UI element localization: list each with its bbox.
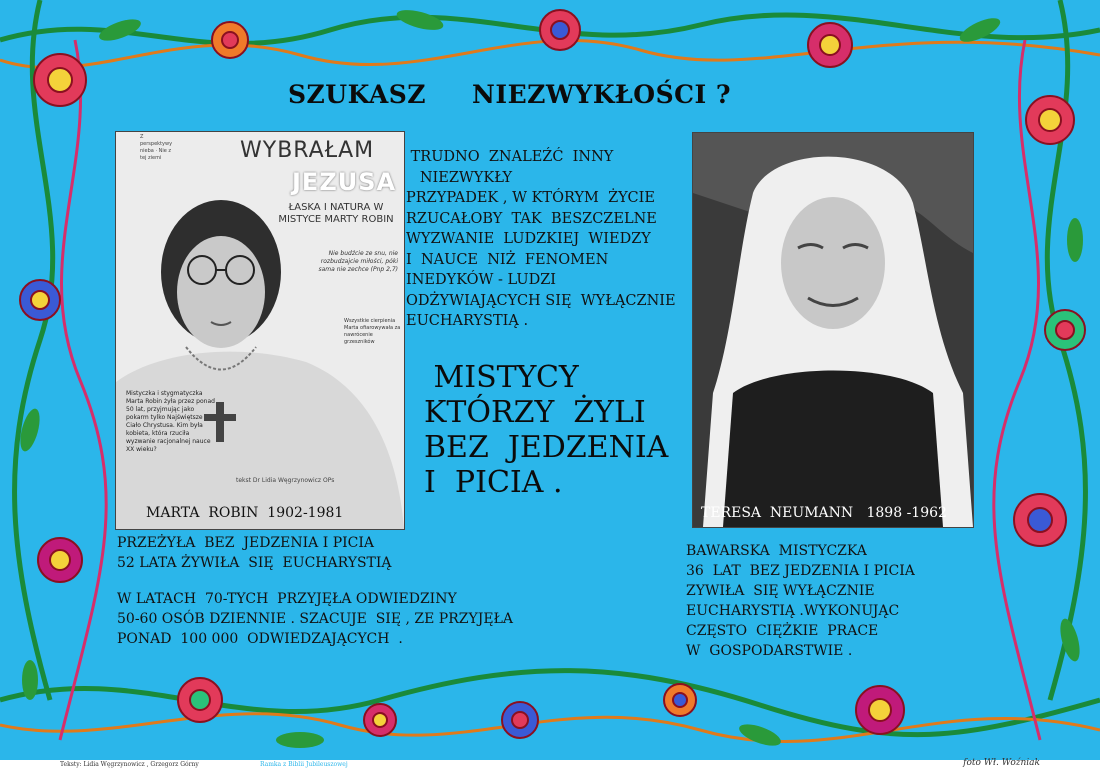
intro-line: WYZWANIE LUDZKIEJ WIEDZY: [406, 231, 651, 247]
book-tag: Z perspektywy nieba · Nie z tej ziemi: [140, 134, 173, 161]
description-line: 50-60 OSÓB DZIENNIE . SZACUJE SIĘ , ZE PRZYJĘŁA: [117, 611, 514, 627]
description-line: W LATACH 70-TYCH PRZYJĘŁA ODWIEDZINY: [117, 591, 457, 607]
book-title-line1: WYBRAŁAM: [240, 138, 375, 163]
description-line: BAWARSKA MISTYCZKA: [686, 543, 867, 559]
book-author: tekst Dr Lidia Węgrzynowicz OPs: [236, 477, 335, 484]
book-subtitle: ŁASKA I NATURA W MISTYCE MARTY ROBIN: [278, 202, 394, 225]
description-line: PRZEŻYŁA BEZ JEDZENIA I PICIA: [117, 535, 375, 551]
marta-robin-description: [117, 533, 513, 649]
heading-line: I PICIA .: [424, 465, 563, 500]
teresa-neumann-photo: [692, 132, 974, 528]
intro-line: I NAUCE NIŻ FENOMEN: [406, 251, 609, 268]
description-line: 52 LATA ŻYWIŁA SIĘ EUCHARYSTIĄ: [117, 555, 392, 571]
intro-line: PRZYPADEK , W KTÓRYM ŻYCIE: [406, 190, 655, 206]
description-line: ZYWIŁA SIĘ WYŁĄCZNIE: [686, 583, 875, 599]
book-blurb: Mistyczka i stygmatyczka Marta Robin żyła przez ponad 50 lat, przyjmując jako pokarm tylko Najświętsze Ciało Chrystusa. Kim była kobieta, która rzuciła wyzwanie racjonalnej nauce XX wieku?: [126, 390, 215, 453]
intro-line: RZUCAŁOBY TAK BESZCZELNE: [406, 210, 657, 227]
marta-robin-caption: MARTA ROBIN 1902-1981: [146, 505, 344, 521]
teresa-neumann-description: [686, 541, 915, 661]
footer: [0, 760, 1100, 774]
teresa-neumann-caption: TERESA NEUMANN 1898 -1962: [701, 505, 947, 521]
frame-credit: Ramka z Biblii Jubileuszowej: [260, 761, 348, 768]
paragraph-gap: [117, 573, 513, 589]
book-side-note: Wszystkie cierpienia Marta ofiarowywała za nawrócenie grzeszników: [344, 318, 401, 345]
intro-line: EUCHARYSTIĄ .: [406, 313, 529, 329]
text-credit: Teksty: Lidia Węgrzynowicz , Grzegorz Górny: [60, 761, 199, 768]
poster-title: SZUKASZ NIEZWYKŁOŚCI ?: [288, 80, 732, 109]
portrait-photo: [693, 133, 973, 527]
intro-line: TRUDNO ZNALEŹĆ INNY: [406, 149, 614, 165]
mistycy-heading: [424, 360, 668, 500]
heading-line: KTÓRZY ŻYLI: [424, 395, 646, 430]
heading-line: BEZ JEDZENIA: [424, 430, 669, 465]
intro-line: ODŻYWIAJĄCYCH SIĘ WYŁĄCZNIE: [406, 292, 676, 309]
intro-line: NIEZWYKŁY: [406, 169, 513, 186]
intro-paragraph: [406, 147, 696, 332]
description-line: EUCHARYSTIĄ .WYKONUJĄC: [686, 603, 900, 619]
photo-credit: foto Wł. Woźniak: [963, 758, 1040, 768]
book-title-line2: JEZUSA: [292, 168, 397, 196]
intro-line: INEDYKÓW - LUDZI: [406, 272, 557, 288]
heading-line: MISTYCY: [424, 360, 579, 395]
description-line: 36 LAT BEZ JEDZENIA I PICIA: [686, 563, 915, 579]
marta-robin-book-cover: [115, 131, 405, 530]
book-quote: Nie budźcie ze snu, nie rozbudzajcie miłości, póki sama nie zechce (Pnp 2,7): [318, 250, 398, 273]
description-line: CZĘSTO CIĘŻKIE PRACE: [686, 623, 879, 639]
description-line: PONAD 100 000 ODWIEDZAJĄCYCH .: [117, 631, 403, 647]
description-line: W GOSPODARSTWIE .: [686, 643, 853, 659]
